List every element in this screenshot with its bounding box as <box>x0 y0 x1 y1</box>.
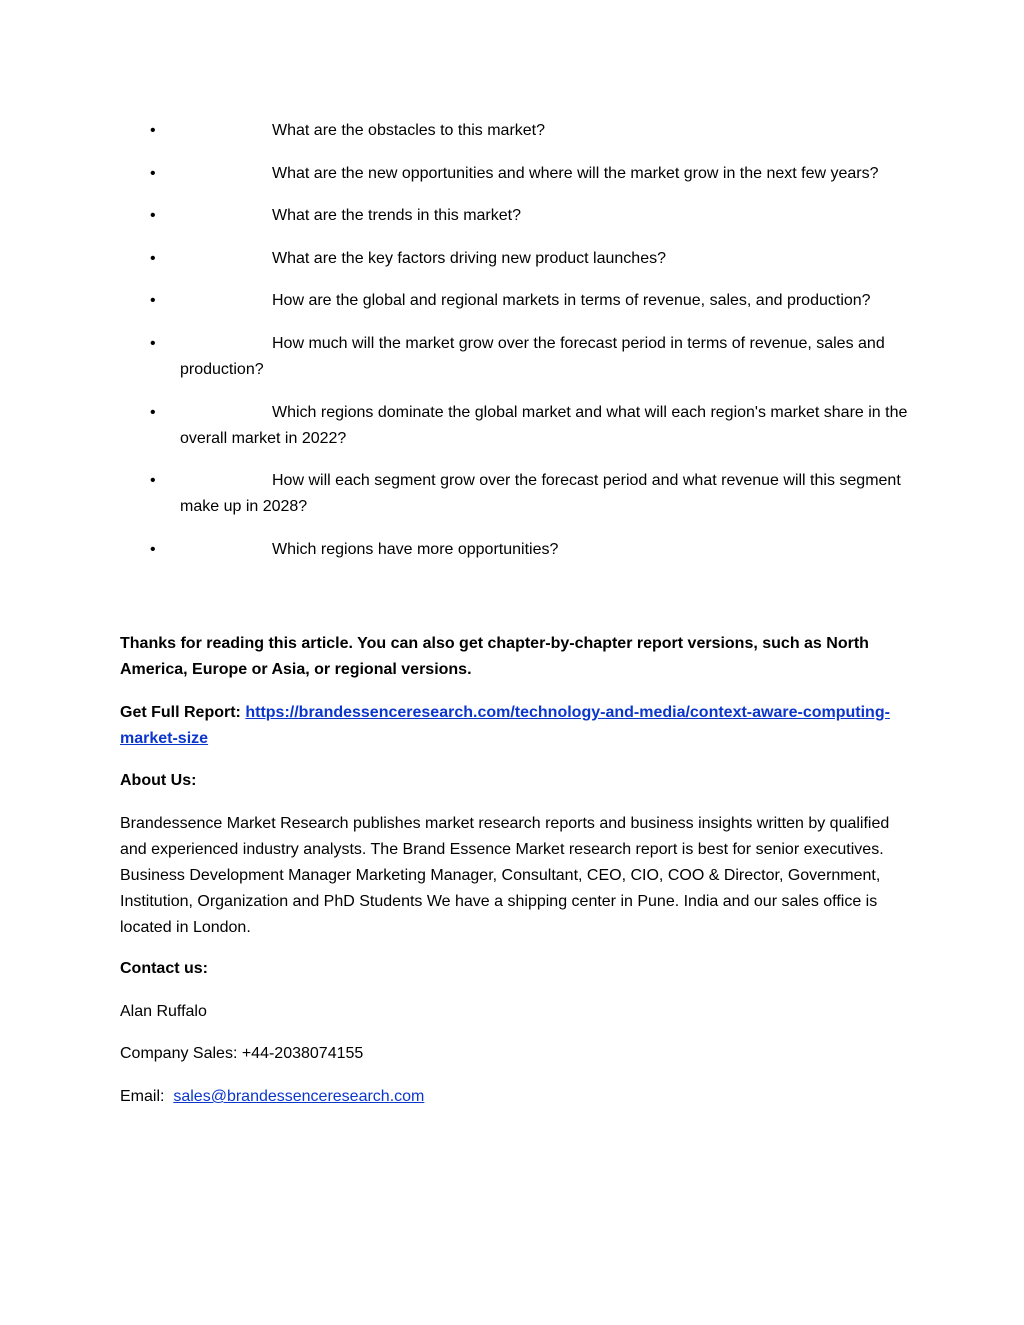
question-text: What are the trends in this market? <box>272 207 521 225</box>
list-item <box>0 468 1024 520</box>
question-text: What are the obstacles to this market? <box>272 122 546 139</box>
contact-sales: Company Sales: +44-2038074155 <box>120 1045 364 1062</box>
list-item <box>0 118 1024 144</box>
email-label: Email: <box>120 1088 165 1105</box>
list-item <box>0 288 1024 314</box>
bullet-icon: • <box>150 122 156 139</box>
question-text: What are the new opportunities and where will the market grow in the next few years? <box>272 164 879 182</box>
contact-name: Alan Ruffalo <box>120 1003 207 1020</box>
list-item <box>0 331 1024 383</box>
bullet-icon: • <box>150 472 156 490</box>
question-text: How will each segment grow over the forecast period and what revenue will this segment make up in 2028? <box>180 472 901 516</box>
bullet-icon: • <box>150 249 156 267</box>
list-item <box>0 537 1024 563</box>
list-item <box>0 400 1024 452</box>
contact-heading: Contact us: <box>120 960 208 977</box>
bullet-icon: • <box>150 164 156 182</box>
list-item <box>0 203 1024 229</box>
full-report-link[interactable]: https://brandessenceresearch.com/technology-and-media/context-aware-computing-market-size <box>120 704 890 747</box>
question-text: What are the key factors driving new product launches? <box>272 249 666 267</box>
question-text: How much will the market grow over the forecast period in terms of revenue, sales and production? <box>180 334 885 378</box>
list-item <box>0 161 1024 187</box>
bullet-icon: • <box>150 403 156 421</box>
about-body: Brandessence Market Research publishes market research reports and business insights written by qualified and experienced industry analysts. The Brand Essence Market research report is best for senior executives. Business Development Manager Marketing Manager, Consultant, CEO, CIO, COO & Director, Government, Institution, Organization and PhD Students We have a shipping center in Pune. India and our sales office is located in London. <box>120 815 890 936</box>
questions-list <box>0 118 1024 579</box>
full-report-label: Get Full Report: <box>120 704 241 721</box>
question-text: Which regions have more opportunities? <box>272 540 559 558</box>
bullet-icon: • <box>150 540 156 558</box>
bullet-icon: • <box>150 334 156 352</box>
list-item <box>0 246 1024 272</box>
bullet-icon: • <box>150 292 156 310</box>
about-heading: About Us: <box>120 772 197 789</box>
bullet-icon: • <box>150 207 156 225</box>
thanks-paragraph: Thanks for reading this article. You can also get chapter-by-chapter report versions, such as North America, Europe or Asia, or regional versions. <box>120 635 869 678</box>
full-report-paragraph <box>120 700 910 752</box>
question-text: How are the global and regional markets in terms of revenue, sales, and production? <box>272 292 871 310</box>
question-text: Which regions dominate the global market and what will each region's market share in the overall market in 2022? <box>180 403 908 447</box>
contact-email-line <box>120 1084 910 1110</box>
email-link[interactable]: sales@brandessenceresearch.com <box>173 1088 425 1105</box>
